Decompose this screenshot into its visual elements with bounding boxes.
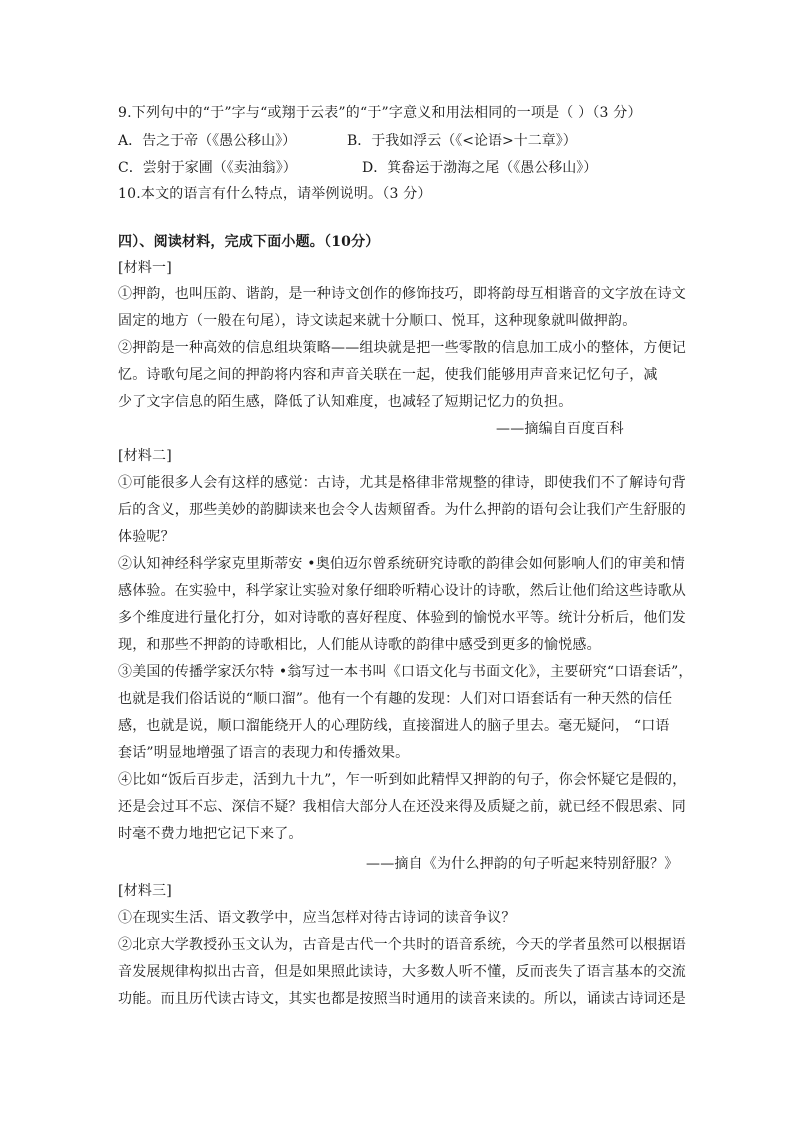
material-2-line: 套话”明显地增强了语言的表现力和传播效果。 <box>118 745 410 761</box>
material-2-line: 感，也就是说，顺口溜能绕开人的心理防线，直接溜进人的脑子里去。毫无疑问， “口语 <box>118 718 670 734</box>
material-2-line: 多个维度进行量化打分，如对诗歌的喜好程度、体验到的愉悦水平等。统计分析后，他们发 <box>118 610 686 626</box>
q10-stem: 10.本文的语言有什么特点，请举例说明。（3 分） <box>118 186 432 202</box>
q9-option-b: B．于我如浮云（《<论语>十二章》） <box>347 133 577 149</box>
material-2-line: 也就是我们俗话说的“顺口溜”。他有一个有趣的发现：人们对口语套话有一种天然的信任 <box>118 691 673 707</box>
material-2-line: ③美国的传播学家沃尔特 •翁写过一本书叫《口语文化与书面文化》，主要研究“口语套话”， <box>118 664 693 680</box>
material-1-line: ②押韵是一种高效的信息组块策略——组块就是把一些零散的信息加工成小的整体，方便记 <box>118 340 686 356</box>
material-2-line: 体验呢？ <box>118 529 175 545</box>
material-2-heading: [材料二] <box>118 448 172 464</box>
material-1-source: ——摘编自百度百科 <box>496 421 624 437</box>
material-2-line: 还是会过耳不忘、深信不疑？我相信大部分人在还没来得及质疑之前，就已经不假思索、同 <box>118 799 686 815</box>
material-3-heading: [材料三] <box>118 883 172 899</box>
q9-option-a: A．告之于帝（《愚公移山》） <box>118 133 297 149</box>
material-2-line: 时毫不费力地把它记下来了。 <box>118 826 303 842</box>
material-2-line: ①可能很多人会有这样的感觉：古诗，尤其是格律非常规整的律诗，即使我们不了解诗句背 <box>118 475 686 491</box>
material-3-line: 功能。而且历代读古诗文，其实也都是按照当时通用的读音来读的。所以，诵读古诗词还是 <box>118 991 686 1007</box>
material-3-line: ②北京大学教授孙玉文认为，古音是古代一个共时的语音系统，今天的学者虽然可以根据语 <box>118 937 686 953</box>
q9-stem: 9.下列句中的“于”字与“或翔于云表”的“于”字意义和用法相同的一项是（ ）（3 分） <box>118 105 642 121</box>
material-3-line: ①在现实生活、语文教学中，应当怎样对待古诗词的读音争议？ <box>118 910 516 926</box>
material-2-line: ④比如“饭后百步走，活到九十九”，乍一听到如此精悍又押韵的句子，你会怀疑它是假的， <box>118 772 687 788</box>
material-3-line: 音发展规律构拟出古音，但是如果照此读诗，大多数人听不懂，反而丧失了语言基本的交流 <box>118 964 686 980</box>
q9-option-d: D．箕畚运于渤海之尾（《愚公移山》） <box>362 160 598 176</box>
material-2-line: ②认知神经科学家克里斯蒂安 •奥伯迈尔曾系统研究诗歌的韵律会如何影响人们的审美和情 <box>118 556 685 572</box>
q9-option-c: C．尝射于家圃（《卖油翁》） <box>118 160 297 176</box>
material-2-line: 后的含义，那些美妙的韵脚读来也会令人齿颊留香。为什么押韵的语句会让我们产生舒服的 <box>118 502 686 518</box>
material-1-heading: [材料一] <box>118 260 172 276</box>
material-2-line: 现，和那些不押韵的诗歌相比，人们能从诗歌的韵律中感受到更多的愉悦感。 <box>118 637 601 653</box>
section-heading: 四）、阅读材料，完成下面小题。（10分） <box>118 234 380 250</box>
material-1-line: 忆。诗歌句尾之间的押韵将内容和声音关联在一起，使我们能够用声音来记忆句子，减 <box>118 367 658 383</box>
material-2-source: ——摘自《为什么押韵的句子听起来特别舒服？》 <box>366 856 679 872</box>
material-1-line: 少了文字信息的陌生感，降低了认知难度，也减轻了短期记忆力的负担。 <box>118 394 573 410</box>
material-1-line: ①押韵，也叫压韵、谐韵，是一种诗文创作的修饰技巧，即将韵母互相谐音的文字放在诗文 <box>118 286 686 302</box>
material-1-line: 固定的地方（一般在句尾），诗文读起来就十分顺口、悦耳，这种现象就叫做押韵。 <box>118 313 637 329</box>
material-2-line: 感体验。在实验中，科学家让实验对象仔细聆听精心设计的诗歌，然后让他们给这些诗歌从 <box>118 583 686 599</box>
